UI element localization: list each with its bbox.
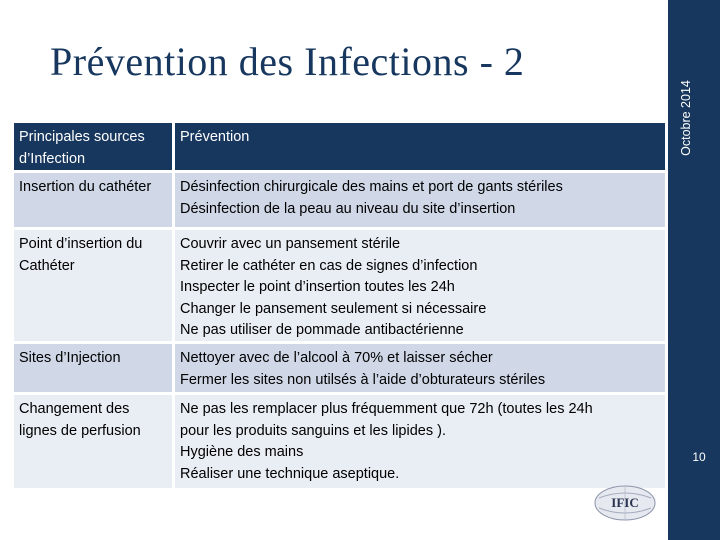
prevention-line: Nettoyer avec de l’alcool à 70% et laisser sécher (180, 350, 493, 366)
prevention-line: Changer le pansement seulement si nécessaire (180, 300, 487, 317)
prevention-line: pour les produits sanguins et les lipides ). (180, 422, 446, 439)
header-sources: Principales sources d’Infection (14, 123, 172, 170)
row-source: Insertion du cathéter (14, 173, 172, 227)
date-label-box (668, 0, 704, 236)
prevention-line: Désinfection chirurgicale des mains et port de gants stériles (180, 179, 563, 195)
row-source: Point d’insertion du Cathéter (14, 230, 172, 341)
prevention-line: Ne pas les remplacer plus fréquemment que 72h (toutes les 24h (180, 401, 593, 417)
row-prevention (175, 395, 665, 488)
header-prevention: Prévention (175, 123, 665, 170)
logo-text: IFIC (611, 495, 639, 510)
prevention-line: Réaliser une technique aseptique. (180, 465, 400, 482)
row-prevention (175, 230, 665, 341)
prevention-line: Retirer le cathéter en cas de signes d’infection (180, 257, 478, 274)
ific-logo (593, 484, 657, 522)
prevention-line: Inspecter le point d’insertion toutes les 24h (180, 279, 455, 295)
prevention-line: Hygiène des mains (180, 444, 304, 460)
prevention-line: Désinfection de la peau au niveau du site d’insertion (180, 200, 516, 217)
row-source: Sites d’Injection (14, 344, 172, 392)
slide-title: Prévention des Infections - 2 (50, 39, 525, 84)
row-prevention (175, 173, 665, 227)
prevention-table (14, 123, 662, 488)
date-label: Octobre 2014 (679, 80, 693, 156)
row-prevention (175, 344, 665, 392)
page-number: 10 (692, 450, 706, 464)
row-source: Changement des lignes de perfusion (14, 395, 172, 488)
prevention-line: Fermer les sites non utilsés à l’aide d’obturateurs stériles (180, 371, 546, 388)
prevention-line: Ne pas utiliser de pommade antibactérienne (180, 322, 464, 338)
prevention-line: Couvrir avec un pansement stérile (180, 236, 401, 252)
